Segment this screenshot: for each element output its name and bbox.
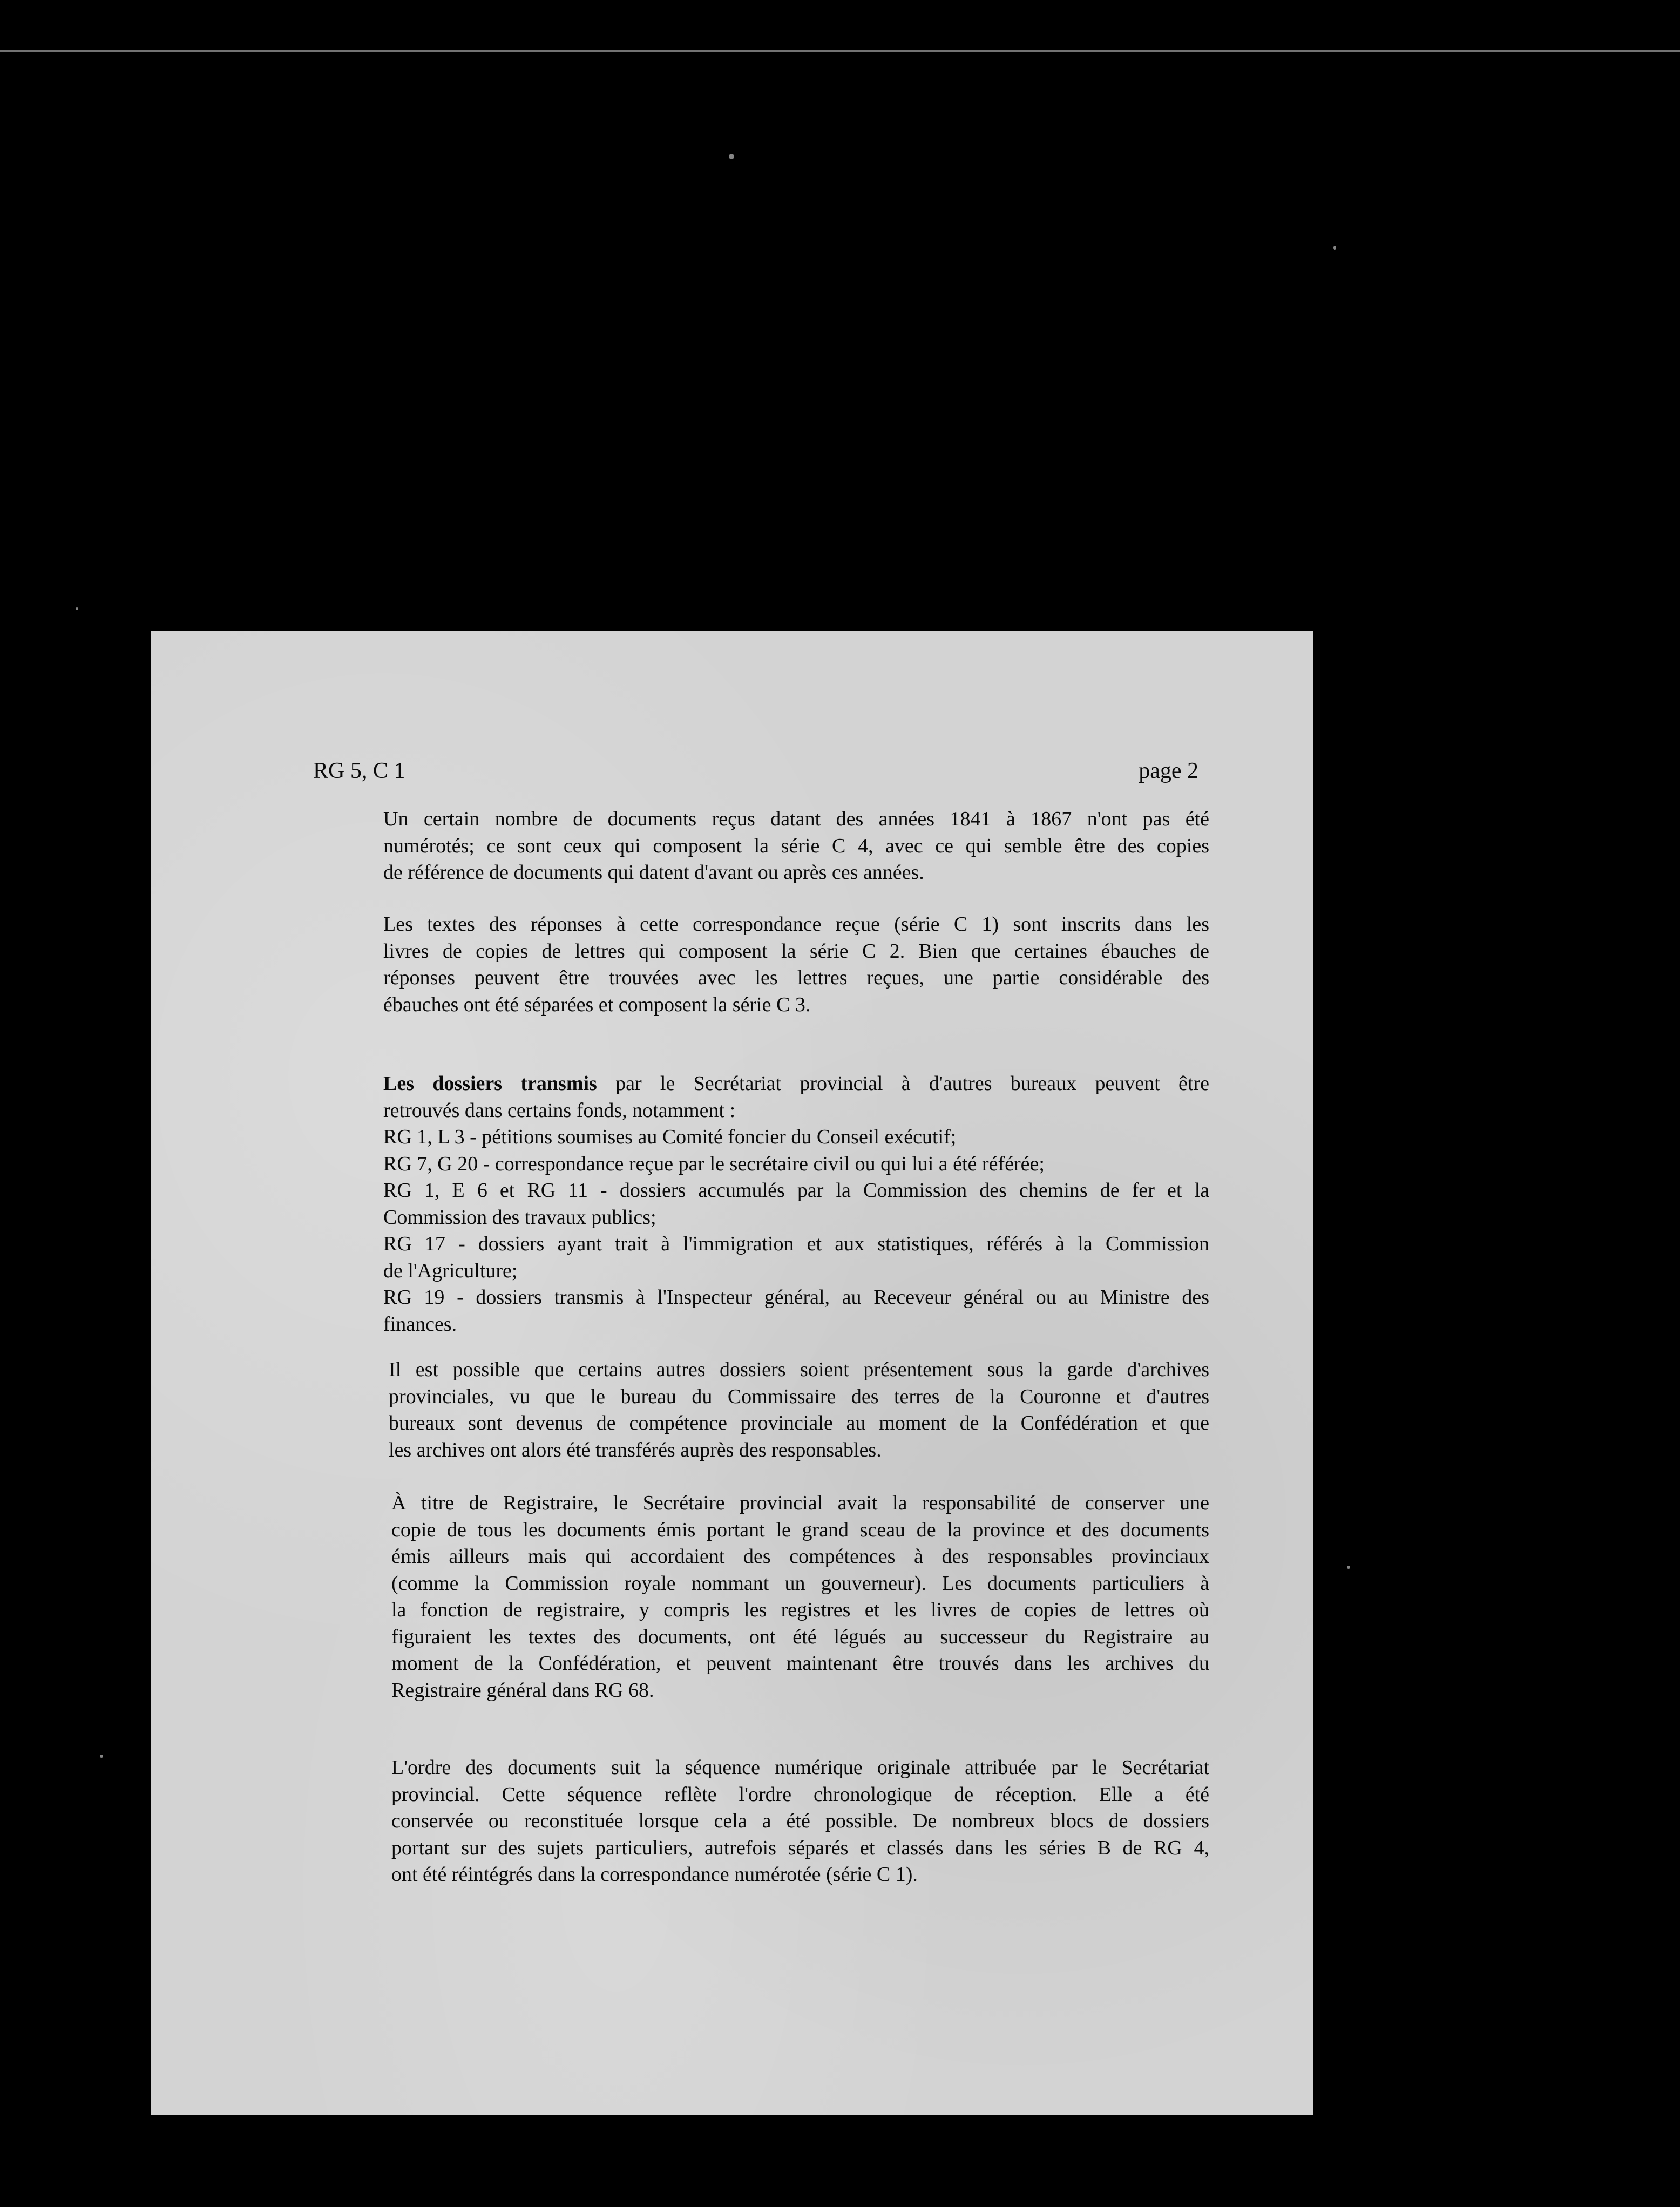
scan-speck (1333, 246, 1336, 250)
text-line: provinciales, vu que le bureau du Commissaire des terres de la Couronne et d'autres (389, 1385, 1209, 1408)
text-line: ont été réintégrés dans la correspondance numérotée (série C 1). (391, 1863, 918, 1886)
text-line: réponses peuvent être trouvées avec les lettres reçues, une partie considérable des (383, 966, 1209, 989)
text-line: Un certain nombre de documents reçus datant des années 1841 à 1867 n'ont pas été (383, 808, 1209, 830)
list-item: de l'Agriculture; (383, 1259, 518, 1282)
paragraph-provincial-archives (389, 1357, 1209, 1464)
text-line: L'ordre des documents suit la séquence numérique originale attribuée par le Secrétariat (391, 1756, 1209, 1779)
text-line: (comme la Commission royale nommant un gouverneur). Les documents particuliers à (391, 1572, 1209, 1595)
lead-continuation: par le Secrétariat provincial à d'autres bureaux peuvent être (597, 1072, 1209, 1095)
text-line: livres de copies de lettres qui composent la série C 2. Bien que certaines ébauches de (383, 939, 1209, 963)
list-item: RG 19 - dossiers transmis à l'Inspecteur général, au Receveur général ou au Ministre des (383, 1286, 1209, 1309)
text-line: retrouvés dans certains fonds, notamment : (383, 1099, 736, 1122)
text-line: la fonction de registraire, y compris les registres et les livres de copies de lettres où (391, 1599, 1209, 1621)
text-line: Il est possible que certains autres dossiers soient présentement sous la garde d'archives (389, 1358, 1209, 1381)
paragraph-transmitted-files (383, 1071, 1209, 1338)
paragraph-document-order (391, 1755, 1209, 1888)
scan-speck (76, 607, 78, 610)
text-line: de référence de documents qui datent d'avant ou après ces années. (383, 861, 924, 884)
document-reference: RG 5, C 1 (313, 759, 405, 783)
text-line: figuraient les textes des documents, ont été légués au successeur du Registraire au (391, 1625, 1209, 1648)
bold-lead: Les dossiers transmis (383, 1072, 597, 1095)
text-line: Registraire général dans RG 68. (391, 1678, 654, 1702)
list-item: RG 1, E 6 et RG 11 - dossiers accumulés par la Commission des chemins de fer et la (383, 1179, 1209, 1202)
scan-speck (729, 154, 734, 159)
list-item: RG 17 - dossiers ayant trait à l'immigration et aux statistiques, référés à la Commission (383, 1233, 1209, 1255)
text-line: provincial. Cette séquence reflète l'ordre chronologique de réception. Elle a été (391, 1783, 1209, 1806)
list-item: RG 1, L 3 - pétitions soumises au Comité foncier du Conseil exécutif; (383, 1126, 957, 1148)
scan-speck (1347, 1566, 1350, 1569)
paragraph-undated-documents (383, 806, 1209, 886)
text-line: conservée ou reconstituée lorsque cela a été possible. De nombreux blocs de dossiers (391, 1810, 1209, 1832)
text-line: émis ailleurs mais qui accordaient des compétences à des responsables provinciaux (391, 1545, 1209, 1568)
text-line: bureaux sont devenus de compétence provinciale au moment de la Confédération et que (389, 1412, 1209, 1434)
document-page (151, 631, 1313, 2115)
text-line (383, 1071, 1209, 1098)
text-line: portant sur des sujets particuliers, autrefois séparés et classés dans les séries B de RG 4, (391, 1836, 1209, 1859)
text-line: À titre de Registraire, le Secrétaire provincial avait la responsabilité de conserver une (391, 1492, 1209, 1514)
text-line: numérotés; ce sont ceux qui composent la série C 4, avec ce qui semble être des copies (383, 834, 1209, 857)
list-item: RG 7, G 20 - correspondance reçue par le secrétaire civil ou qui lui a été référée; (383, 1152, 1045, 1175)
list-item: Commission des travaux publics; (383, 1206, 656, 1229)
text-line: Les textes des réponses à cette correspondance reçue (série C 1) sont inscrits dans les (383, 913, 1209, 936)
text-line: les archives ont alors été transférés auprès des responsables. (389, 1438, 882, 1461)
text-line: ébauches ont été séparées et composent la série C 3. (383, 993, 811, 1016)
text-line: moment de la Confédération, et peuvent maintenant être trouvés dans les archives du (391, 1652, 1209, 1675)
text-line: copie de tous les documents émis portant le grand sceau de la province et des documents (391, 1518, 1209, 1541)
paragraph-replies (383, 911, 1209, 1018)
scan-speck (100, 1755, 103, 1758)
list-item: finances. (383, 1312, 457, 1336)
page-number: page 2 (1139, 759, 1198, 783)
paragraph-registrar (391, 1490, 1209, 1704)
scan-edge-line (0, 50, 1680, 52)
